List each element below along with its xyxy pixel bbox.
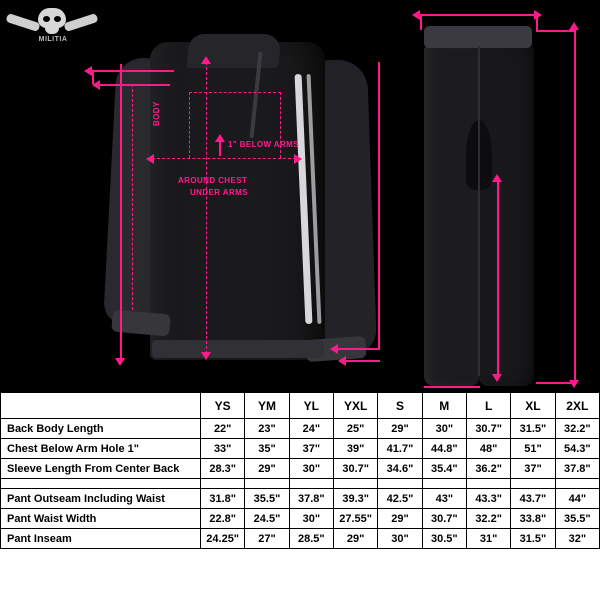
column-header-ys: YS bbox=[201, 393, 245, 419]
chest-measure-arrow-right bbox=[294, 154, 302, 164]
cell: 34.6" bbox=[378, 459, 422, 479]
sleeve-measure-arrow-left-2 bbox=[92, 80, 100, 90]
cell: 31.8" bbox=[201, 489, 245, 509]
column-header-s: S bbox=[378, 393, 422, 419]
cell: 25" bbox=[333, 419, 377, 439]
cell: 51" bbox=[511, 439, 555, 459]
cell: 31" bbox=[466, 529, 510, 549]
cell: 30" bbox=[422, 419, 466, 439]
cell: 35.5" bbox=[555, 509, 599, 529]
cell: 39.3" bbox=[333, 489, 377, 509]
cell: 35.5" bbox=[245, 489, 289, 509]
size-chart-table-panel bbox=[0, 392, 600, 600]
cell: 29" bbox=[245, 459, 289, 479]
cell: 33.8" bbox=[511, 509, 555, 529]
armpit-reference-line bbox=[189, 92, 281, 93]
pant-waist-arrow-left bbox=[412, 10, 420, 20]
cell: 54.3" bbox=[555, 439, 599, 459]
cell: 36.2" bbox=[466, 459, 510, 479]
body-length-dashed-line bbox=[206, 62, 207, 354]
cell: 37.8" bbox=[555, 459, 599, 479]
cell: 43" bbox=[422, 489, 466, 509]
cell: 24.25" bbox=[201, 529, 245, 549]
cell: 22.8" bbox=[201, 509, 245, 529]
chest-measure-dashed-line bbox=[152, 158, 296, 159]
cell: 32.2" bbox=[555, 419, 599, 439]
table-row bbox=[1, 529, 600, 549]
column-header-m: M bbox=[422, 393, 466, 419]
cell: 24" bbox=[289, 419, 333, 439]
table-row bbox=[1, 439, 600, 459]
row-label: Chest Below Arm Hole 1" bbox=[1, 439, 201, 459]
cell: 39" bbox=[333, 439, 377, 459]
table-row bbox=[1, 489, 600, 509]
cell: 29" bbox=[378, 419, 422, 439]
cell: 32.2" bbox=[466, 509, 510, 529]
pant-outseam-rail bbox=[574, 30, 576, 382]
cell: 30" bbox=[378, 529, 422, 549]
around-chest-label-line2: UNDER ARMS bbox=[190, 188, 248, 197]
sleeve-measure-second-rail bbox=[100, 84, 170, 86]
column-header-2xl: 2XL bbox=[555, 393, 599, 419]
chest-reference-line-left bbox=[189, 92, 190, 158]
cell: 30" bbox=[289, 509, 333, 529]
column-header-measurement bbox=[1, 393, 201, 419]
around-chest-label-line1: AROUND CHEST bbox=[178, 176, 248, 185]
sleeve-length-dashed-line bbox=[132, 84, 133, 310]
column-header-l: L bbox=[466, 393, 510, 419]
row-label: Pant Inseam bbox=[1, 529, 201, 549]
below-arms-arrow-up bbox=[215, 134, 225, 142]
cell: 31.5" bbox=[511, 419, 555, 439]
pant-waist-tick-left bbox=[420, 14, 422, 30]
cell: 30.7" bbox=[466, 419, 510, 439]
table-spacer-row bbox=[1, 479, 600, 489]
cell: 37.8" bbox=[289, 489, 333, 509]
below-arms-label: 1" BELOW ARMS bbox=[228, 140, 299, 149]
cell: 43.3" bbox=[466, 489, 510, 509]
cell: 23" bbox=[245, 419, 289, 439]
table-header-row bbox=[1, 393, 600, 419]
cell: 43.7" bbox=[511, 489, 555, 509]
chest-measure-arrow-left bbox=[146, 154, 154, 164]
chest-reference-line-right bbox=[280, 92, 281, 158]
cell: 28.5" bbox=[289, 529, 333, 549]
cell: 30.7" bbox=[333, 459, 377, 479]
row-label: Pant Waist Width bbox=[1, 509, 201, 529]
cell: 30" bbox=[289, 459, 333, 479]
pant-inseam-rail bbox=[497, 182, 499, 376]
pant-outseam-top-tick bbox=[536, 30, 576, 32]
jacket-sleeve-end-arrow-2 bbox=[338, 356, 346, 366]
row-label: Pant Outseam Including Waist bbox=[1, 489, 201, 509]
cell: 27.55" bbox=[333, 509, 377, 529]
cell: 48" bbox=[466, 439, 510, 459]
pant-left-hem-tick bbox=[424, 386, 480, 388]
row-label: Back Body Length bbox=[1, 419, 201, 439]
cell: 33" bbox=[201, 439, 245, 459]
cell: 37" bbox=[289, 439, 333, 459]
cell: 29" bbox=[378, 509, 422, 529]
pant-inseam-arrow-top bbox=[492, 174, 502, 182]
sleeve-measure-top-rail bbox=[92, 70, 174, 72]
sleeve-measure-arrow-left bbox=[84, 66, 92, 76]
cell: 42.5" bbox=[378, 489, 422, 509]
cell: 44" bbox=[555, 489, 599, 509]
cell: 22" bbox=[201, 419, 245, 439]
brand-logo bbox=[10, 8, 96, 54]
jacket-left-rail-arrow bbox=[115, 358, 125, 366]
cell: 24.5" bbox=[245, 509, 289, 529]
cell: 27" bbox=[245, 529, 289, 549]
cell: 29" bbox=[333, 529, 377, 549]
cell: 41.7" bbox=[378, 439, 422, 459]
table-row bbox=[1, 419, 600, 439]
jacket-sleeve-end-rail-2 bbox=[346, 360, 380, 362]
cell: 31.5" bbox=[511, 529, 555, 549]
body-length-arrow-top bbox=[201, 56, 211, 64]
brand-name: MILITIA bbox=[38, 36, 68, 43]
body-length-arrow-bottom bbox=[201, 352, 211, 360]
jacket-left-outer-rail bbox=[120, 64, 122, 360]
below-arms-tick bbox=[219, 142, 221, 156]
cell: 30.5" bbox=[422, 529, 466, 549]
cell: 35" bbox=[245, 439, 289, 459]
jacket-sleeve-end-rail bbox=[338, 348, 380, 350]
cell: 35.4" bbox=[422, 459, 466, 479]
pant-waist-tick-right bbox=[536, 14, 538, 30]
pant-outseam-arrow-top bbox=[569, 22, 579, 30]
pant-outseam-bottom-tick bbox=[536, 382, 576, 384]
jacket-sleeve-end-arrow bbox=[330, 344, 338, 354]
table-row bbox=[1, 509, 600, 529]
skull-and-crossbones-logo-icon bbox=[36, 8, 68, 34]
row-label: Sleeve Length From Center Back bbox=[1, 459, 201, 479]
pant-waist-width-rail bbox=[420, 14, 536, 16]
cell: 44.8" bbox=[422, 439, 466, 459]
column-header-yxl: YXL bbox=[333, 393, 377, 419]
pant-inseam-arrow-bottom bbox=[492, 374, 502, 382]
jacket-right-outer-rail bbox=[378, 62, 380, 348]
size-chart-table bbox=[0, 392, 600, 549]
column-header-yl: YL bbox=[289, 393, 333, 419]
cell: 32" bbox=[555, 529, 599, 549]
body-length-label: BODY bbox=[152, 101, 161, 126]
column-header-ym: YM bbox=[245, 393, 289, 419]
cell: 28.3" bbox=[201, 459, 245, 479]
table-row bbox=[1, 459, 600, 479]
column-header-xl: XL bbox=[511, 393, 555, 419]
cell: 37" bbox=[511, 459, 555, 479]
cell: 30.7" bbox=[422, 509, 466, 529]
